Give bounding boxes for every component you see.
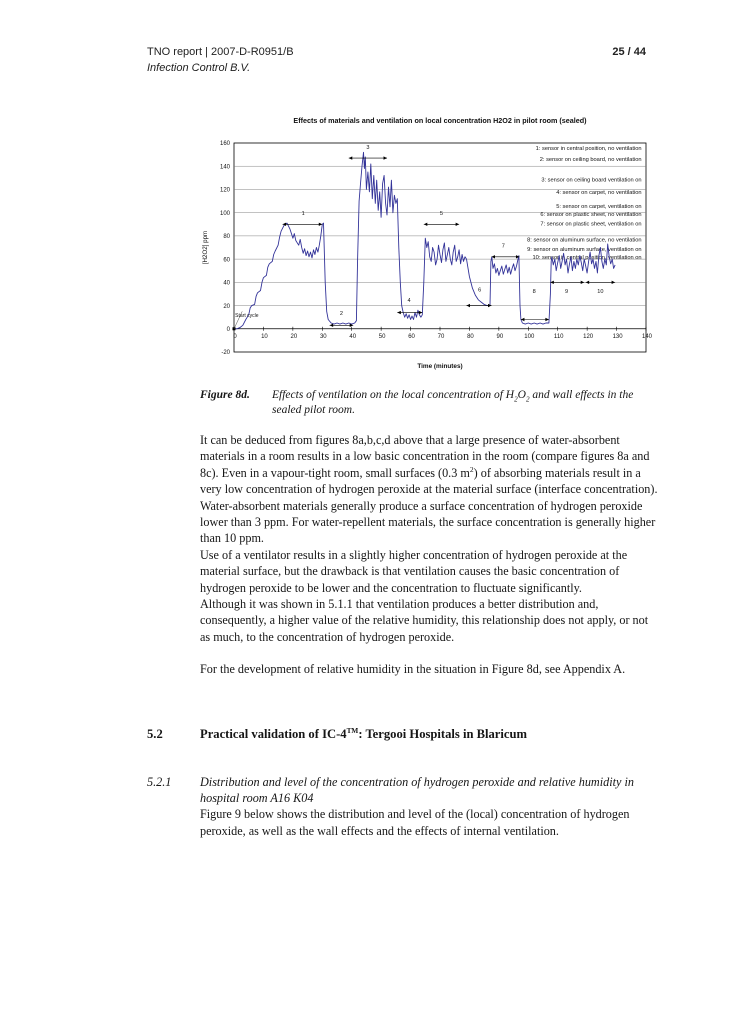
svg-text:30: 30 bbox=[319, 333, 327, 340]
svg-text:5: sensor on carpet, ventilati: 5: sensor on carpet, ventilation on bbox=[556, 204, 642, 211]
page-number: 25 / 44 bbox=[612, 46, 646, 58]
svg-text:160: 160 bbox=[219, 141, 230, 148]
svg-text:100: 100 bbox=[219, 210, 230, 217]
svg-text:-20: -20 bbox=[221, 350, 230, 357]
svg-text:20: 20 bbox=[223, 303, 230, 310]
svg-text:2: 2 bbox=[339, 310, 343, 317]
paragraph-3: Although it was shown in 5.1.1 that ventilation produces a better distribution and, consequently, a higher value of the relative humidity, this relationship does not apply, or not as much, to the concentration of hydrogen peroxide. bbox=[200, 597, 649, 644]
figure-8d-chart-svg bbox=[194, 106, 656, 376]
svg-text:10: 10 bbox=[261, 333, 268, 340]
svg-text:70: 70 bbox=[437, 333, 445, 340]
svg-text:3: 3 bbox=[366, 144, 370, 151]
svg-text:8: sensor on aluminum surface,: 8: sensor on aluminum surface, no ventilation bbox=[527, 237, 642, 244]
section-5-2-1-body: Figure 9 below shows the distribution and level of the (local) concentration of hydrogen peroxide, as well as the wall effects and the effects of internal ventilation. bbox=[200, 807, 630, 838]
svg-text:60: 60 bbox=[408, 333, 415, 340]
page-header bbox=[147, 46, 646, 74]
svg-text:6: sensor on plastic sheet, no: 6: sensor on plastic sheet, no ventilation bbox=[540, 212, 642, 219]
svg-text:140: 140 bbox=[219, 164, 230, 171]
svg-text:2: sensor on ceiling board, no: 2: sensor on ceiling board, no ventilation bbox=[539, 156, 642, 163]
svg-text:9: sensor on aluminum surface,: 9: sensor on aluminum surface, ventilation on bbox=[527, 246, 642, 253]
svg-text:Time (minutes): Time (minutes) bbox=[417, 363, 463, 370]
svg-text:120: 120 bbox=[219, 187, 230, 194]
section-5-2-1-content bbox=[200, 774, 660, 839]
paragraph-1: It can be deduced from figures 8a,b,c,d above that a large presence of water-absorbent materials in a room results in a low basic concentration in the room (compare figures 8a and 8c). Even in a vapour-tight room, small surfaces (0.3 $m^2$) of absorbing materials result in a very low concentration of hydrogen peroxide at the material surface (interface concentration). Water-absorbent materials generally produce a surface concentration of hydrogen peroxide lower than 3 ppm. For water-repellent materials, the surface concentration is generally higher than 10 ppm. bbox=[200, 433, 658, 546]
section-5-2-1 bbox=[147, 774, 660, 839]
svg-text:5: 5 bbox=[439, 210, 444, 217]
paragraph-4: For the development of relative humidity in the situation in Figure 8d, see Appendix A. bbox=[200, 662, 626, 677]
svg-text:40: 40 bbox=[223, 280, 230, 287]
svg-text:[H2O2] ppm: [H2O2] ppm bbox=[202, 230, 209, 265]
svg-text:7: 7 bbox=[501, 243, 505, 250]
svg-text:8: 8 bbox=[532, 288, 536, 295]
company-name: Infection Control B.V. bbox=[147, 62, 251, 74]
svg-text:0: 0 bbox=[226, 326, 230, 333]
svg-text:1: 1 bbox=[301, 210, 305, 217]
figure-caption-label: Figure 8d. bbox=[200, 389, 250, 401]
svg-text:1: sensor in central position,: 1: sensor in central position, no ventilation bbox=[535, 145, 642, 152]
svg-text:80: 80 bbox=[467, 333, 474, 340]
figure-caption bbox=[200, 388, 662, 418]
svg-text:Start cycle: Start cycle bbox=[235, 313, 259, 320]
svg-text:60: 60 bbox=[223, 257, 230, 264]
svg-text:6: 6 bbox=[478, 287, 482, 294]
svg-text:20: 20 bbox=[290, 333, 298, 340]
section-5-2-1-title: Distribution and level of the concentration of hydrogen peroxide and relative humidity in hospital room A16 K04 bbox=[200, 775, 634, 806]
svg-text:9: 9 bbox=[564, 288, 569, 295]
figure-caption-text: Effects of ventilation on the local concentration of $H_2O_2$ and wall effects in the sealed pilot room. bbox=[272, 389, 634, 416]
svg-text:4: 4 bbox=[407, 298, 411, 305]
svg-text:0: 0 bbox=[233, 333, 237, 340]
body-text bbox=[200, 432, 659, 678]
svg-text:130: 130 bbox=[612, 333, 623, 340]
figure-8d-chart bbox=[194, 106, 656, 376]
svg-text:90: 90 bbox=[496, 333, 504, 340]
svg-text:3: sensor on ceiling board ven: 3: sensor on ceiling board ventilation on bbox=[541, 177, 642, 184]
section-5-2 bbox=[147, 727, 660, 742]
section-5-2-title: Practical validation of IC-4™: Tergooi Hospitals in Blaricum bbox=[200, 725, 527, 741]
svg-text:80: 80 bbox=[223, 234, 230, 241]
svg-text:140: 140 bbox=[641, 333, 653, 340]
report-id: TNO report | 2007-D-R0951/B bbox=[147, 46, 294, 58]
svg-text:120: 120 bbox=[583, 333, 594, 340]
section-5-2-1-number: 5.2.1 bbox=[147, 775, 172, 789]
svg-text:110: 110 bbox=[553, 333, 564, 340]
svg-text:7: sensor on plastic sheet, ve: 7: sensor on plastic sheet, ventilation on bbox=[540, 221, 642, 228]
svg-text:4: sensor on carpet, no ventil: 4: sensor on carpet, no ventilation bbox=[556, 190, 642, 197]
svg-text:10: 10 bbox=[597, 288, 604, 295]
svg-text:100: 100 bbox=[524, 333, 535, 340]
section-5-2-number: 5.2 bbox=[147, 727, 163, 741]
svg-text:40: 40 bbox=[349, 333, 357, 340]
paragraph-2: Use of a ventilator results in a slightly higher concentration of hydrogen peroxide at the material surface, but the drawback is that ventilation causes the basic concentration of hydrogen peroxide to be lower and the concentration to fluctuate significantly. bbox=[200, 547, 628, 595]
svg-text:Effects of materials and venti: Effects of materials and ventilation on local concentration H2O2 in pilot room (sealed) bbox=[293, 116, 587, 125]
svg-text:10: sensor in central position: 10: sensor in central position, ventilation on bbox=[532, 255, 642, 262]
svg-text:50: 50 bbox=[378, 333, 386, 340]
